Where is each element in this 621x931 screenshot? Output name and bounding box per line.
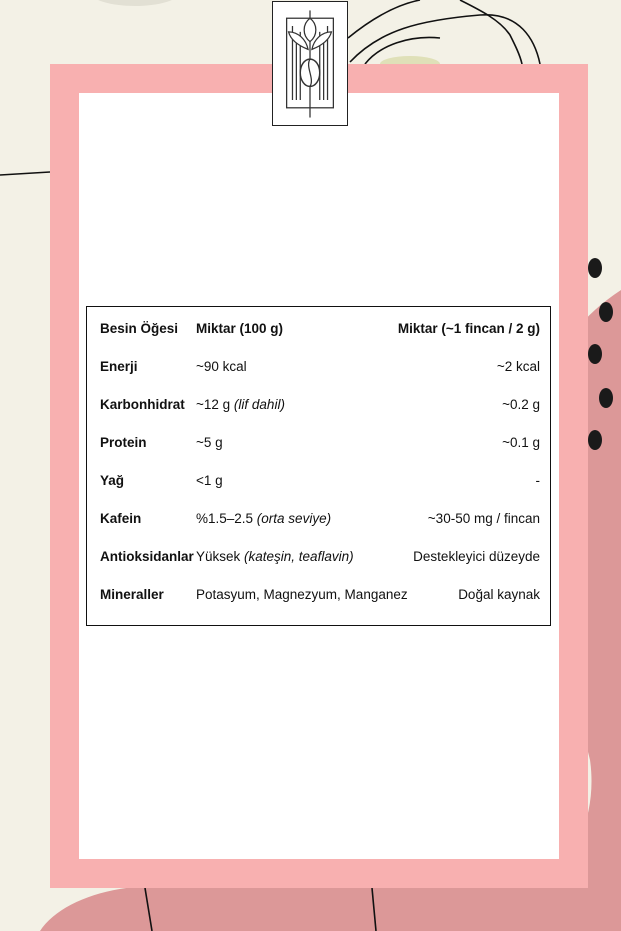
amount-100g: ~12 g (lif dahil) [196,397,285,412]
nutrient-name: Kafein [100,511,142,526]
logo [272,1,348,126]
nutrient-name: Karbonhidrat [100,397,185,412]
amount-100g: %1.5–2.5 (orta seviye) [196,511,332,526]
amount-cup: ~30-50 mg / fincan [427,511,540,526]
amount-100g: ~90 kcal [196,359,247,374]
amount-cup: ~2 kcal [496,359,540,374]
table-row [100,357,540,377]
table-row [100,509,540,529]
nutrition-table [86,306,551,626]
header-amount-cup: Miktar (~1 fincan / 2 g) [397,321,540,336]
header-amount-100g: Miktar (100 g) [196,321,284,336]
amount-cup: Doğal kaynak [458,587,540,602]
header-nutrient: Besin Öğesi [100,321,179,336]
table-row [100,433,540,453]
table-header-row [100,319,540,339]
nutrient-name: Enerji [100,359,138,374]
amount-100g: Potasyum, Magnezyum, Manganez [196,587,408,602]
amount-100g: <1 g [196,473,223,488]
amount-100g: ~5 g [196,435,223,450]
nutrient-name: Yağ [100,473,125,488]
table-row [100,395,540,415]
amount-100g: Yüksek (kateşin, teaflavin) [196,549,354,564]
table-row [100,471,540,491]
amount-cup: Destekleyici düzeyde [413,549,540,564]
nutrient-name: Antioksidanlar [100,549,194,564]
table-row [100,585,540,605]
coffee-bean-leaf-icon [273,2,347,125]
amount-cup: ~0.1 g [502,435,540,450]
amount-cup: ~0.2 g [502,397,540,412]
amount-cup: - [535,473,540,488]
nutrient-name: Protein [100,435,147,450]
table-row [100,547,540,567]
nutrient-name: Mineraller [100,587,164,602]
